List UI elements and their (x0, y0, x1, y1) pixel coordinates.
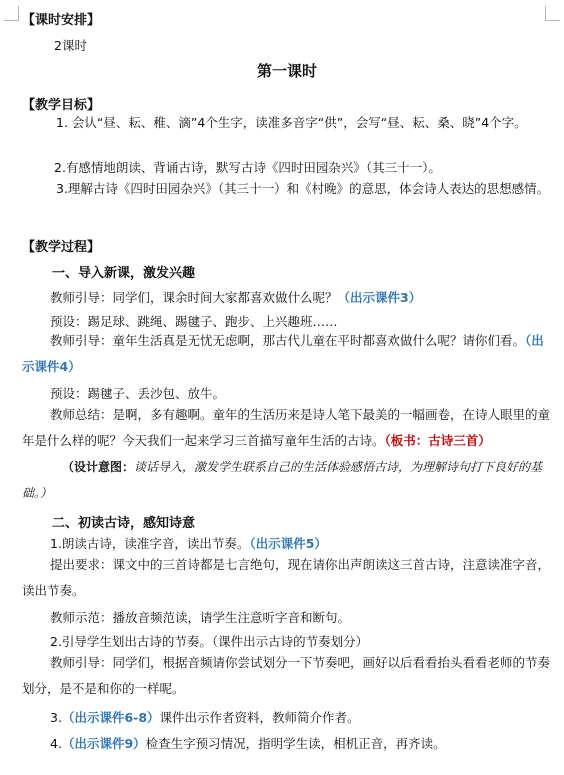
paragraph-teacher-guide-1: 教师引导：同学们，课余时间大家都喜欢做什么呢？（出示课件3） (50, 290, 422, 305)
paragraph-preset-1: 预设：踢足球、跳绳、踢毽子、跑步、上兴趣班…… (50, 314, 338, 329)
lesson-hours: 2课时 (54, 38, 87, 53)
paragraph-teacher-guide-3: 教师引导：同学们，根据音频请你尝试划分一下节奏吧，画好以后看看抬头看看老师的节奏划分，是不是和你的一样呢。 (22, 655, 551, 696)
courseware-ref-3: （出示课件3） (337, 290, 422, 305)
courseware-ref-6-8: （出示课件6-8） (61, 710, 160, 725)
subsection-1-title: 一、导入新课，激发兴趣 (52, 266, 196, 281)
goal-1: 1. 会认“昼、耘、稚、滴”4个生字，读准多音字“供”，会写“昼、耘、桑、晓”4个字。 (56, 115, 527, 130)
lesson-title: 第一课时 (256, 62, 317, 80)
courseware-ref-5: （出示课件5） (249, 536, 327, 551)
step-4: 4.（出示课件9）检查生字预习情况，指明学生读，相机正音，再齐读。 (50, 736, 446, 751)
paragraph-teacher-demo: 教师示范：播放音频范读，请学生注意听字音和断句。 (50, 610, 351, 625)
section-header-process: 【教学过程】 (22, 240, 101, 255)
section-header-goals: 【教学目标】 (22, 98, 101, 113)
paragraph-preset-2: 预设：踢毽子、丢沙包、放牛。 (50, 386, 226, 401)
page-corner-mark-left (4, 6, 19, 21)
courseware-ref-9: （出示课件9） (61, 736, 146, 751)
paragraph-teacher-guide-2: 教师引导：童年生活真是无忧无虑啊，那古代儿童在平时都喜欢做什么呢？请你们看。（出示课件4） (22, 333, 544, 374)
subsection-2-title: 二、初读古诗，感知诗意 (52, 516, 196, 531)
section-header-schedule: 【课时安排】 (22, 13, 101, 28)
paragraph-requirement: 提出要求：课文中的三首诗都是七言绝句，现在请你出声朗读这三首古诗，注意读准字音，读出节奏。 (22, 557, 551, 598)
paragraph-teacher-summary: 教师总结：是啊，多有趣啊。童年的生活历来是诗人笔下最美的一幅画卷，在诗人眼里的童年是什么样的呢？今天我们一起来学习三首描写童年生活的古诗。（板书：古诗三首） (22, 407, 551, 448)
design-intent-label: （设计意图： (62, 460, 135, 474)
courseware-ref-4: （出示课件4） (22, 333, 544, 374)
blackboard-note: （板书：古诗三首） (384, 433, 491, 448)
step-2: 2.引导学生划出古诗的节奏。（课件出示古诗的节奏划分） (50, 634, 369, 649)
step-3: 3.（出示课件6-8）课件出示作者资料，教师简介作者。 (50, 710, 360, 725)
goal-3: 3.理解古诗《四时田园杂兴》（其三十一）和《村晚》的意思，体会诗人表达的思想感情。 (56, 181, 550, 196)
goal-2: 2.有感情地朗读、背诵古诗，默写古诗《四时田园杂兴》（其三十一）。 (54, 160, 441, 175)
step-1: 1.朗读古诗，读准字音，读出节奏。（出示课件5） (50, 536, 327, 551)
design-intent-note: （设计意图：谈话导入，激发学生联系自己的生活体验感悟古诗，为理解诗句打下良好的基础。） (22, 460, 543, 500)
